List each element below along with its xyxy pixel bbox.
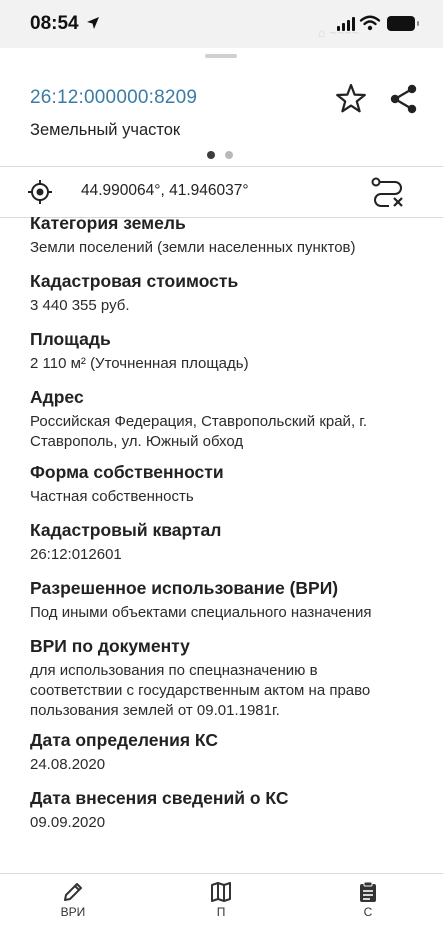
- field-value: 09.09.2020: [30, 814, 106, 831]
- field-value: 2 110 м² (Уточненная площадь): [30, 355, 249, 372]
- page-dot-active: [207, 151, 215, 159]
- coordinates-row: [0, 167, 443, 217]
- field-label: Дата определения КС: [30, 730, 218, 750]
- field-valuation-date: [30, 729, 425, 775]
- field-ownership-form: [30, 461, 425, 507]
- share-button[interactable]: [387, 82, 421, 116]
- field-label: Кадастровый квартал: [30, 520, 222, 540]
- tab-label: П: [216, 905, 226, 919]
- field-label: Разрешенное использование (ВРИ): [30, 578, 339, 598]
- tab-label: ВРИ: [60, 905, 86, 919]
- watermark-logo: ⌂ ~~~~: [318, 26, 360, 40]
- field-label: Дата внесения сведений о КС: [30, 788, 289, 808]
- map-icon: [210, 881, 232, 908]
- field-label: Адрес: [30, 387, 84, 407]
- object-type: Земельный участок: [30, 121, 181, 139]
- field-value[interactable]: 26:12:012601: [30, 546, 122, 563]
- location-arrow-icon: [86, 16, 100, 35]
- cadastral-number[interactable]: 26:12:000000:8209: [30, 87, 198, 108]
- tab-details[interactable]: [308, 874, 428, 934]
- field-label: Форма собственности: [30, 462, 224, 482]
- page-dot: [225, 151, 233, 159]
- field-label: ВРИ по документу: [30, 636, 190, 656]
- coordinates-text[interactable]: 44.990064°, 41.946037°: [81, 182, 249, 199]
- wifi-icon: [360, 15, 380, 36]
- field-value-line: соответствии с государственным актом на право: [30, 682, 371, 699]
- field-value: Частная собственность: [30, 488, 194, 505]
- field-value-line: для использования по спецназначению в: [30, 662, 318, 679]
- route-icon[interactable]: [371, 177, 405, 212]
- status-bar: [0, 0, 443, 48]
- field-cadastral-value: [30, 270, 425, 316]
- tab-label: С: [363, 905, 373, 919]
- field-land-category: [30, 212, 425, 258]
- sheet-grabber-handle[interactable]: [205, 54, 237, 58]
- field-label: Кадастровая стоимость: [30, 271, 239, 291]
- field-value: 24.08.2020: [30, 756, 106, 773]
- status-time: 08:54: [30, 13, 79, 34]
- field-value-line: пользования землей от 09.01.1981г.: [30, 702, 280, 719]
- clipboard-icon: [357, 881, 379, 908]
- star-icon: [334, 82, 368, 116]
- pencil-icon: [62, 881, 84, 908]
- carousel-page-indicator[interactable]: [207, 151, 233, 159]
- bottom-tab-bar: [0, 874, 443, 919]
- field-area: [30, 328, 425, 374]
- favorite-button[interactable]: [334, 82, 368, 116]
- field-valuation-entry-date: [30, 787, 425, 833]
- details-sheet: [0, 48, 443, 910]
- field-value: Под иными объектами специального назначения: [30, 604, 372, 621]
- field-label: Площадь: [30, 329, 111, 349]
- gps-target-icon[interactable]: [27, 179, 53, 210]
- field-value-line: Ставрополь, ул. Южный обход: [30, 433, 244, 450]
- share-icon: [387, 82, 421, 116]
- property-details-list: [0, 213, 443, 868]
- field-address: [30, 386, 425, 452]
- field-permitted-use-document: [30, 635, 425, 721]
- field-cadastral-quarter: [30, 519, 425, 565]
- field-value: 3 440 355 руб.: [30, 297, 130, 314]
- field-value-line: Российская Федерация, Ставропольский край, г.: [30, 413, 368, 430]
- tab-vri[interactable]: [13, 874, 133, 934]
- field-label: Категория земель: [30, 213, 186, 233]
- tab-map[interactable]: [161, 874, 281, 934]
- field-permitted-use: [30, 577, 425, 623]
- battery-icon: [387, 16, 415, 31]
- field-value: Земли поселений (земли населенных пунктов): [30, 239, 356, 256]
